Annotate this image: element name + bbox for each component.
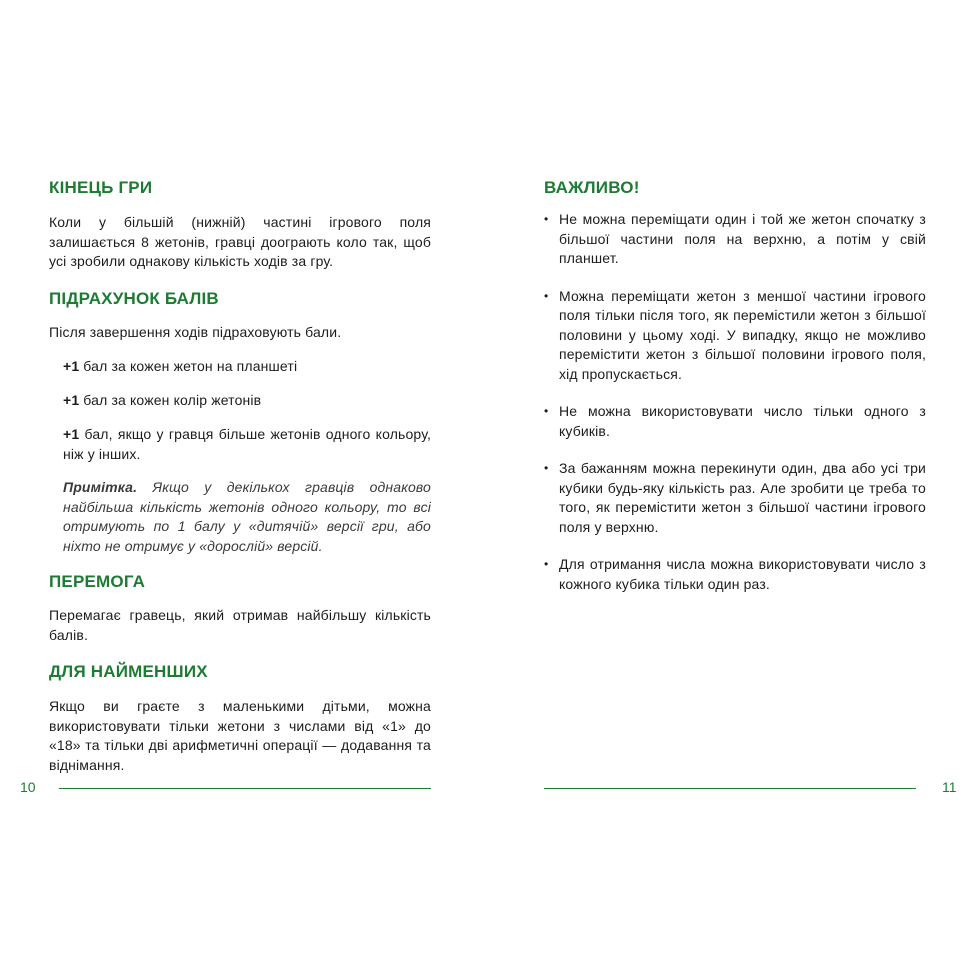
footer-rule-left xyxy=(59,788,431,789)
bullet-icon: • xyxy=(544,557,549,571)
bullet-text: Не можна переміщати один і той же жетон спочатку з більшої частини поля на верхню, а потім у свій планшет. xyxy=(559,211,926,266)
bullet-icon: • xyxy=(544,404,549,418)
score-intro: Після завершення ходів підраховують бали. xyxy=(49,324,342,340)
note-text: Якщо у декількох гравців однаково найбільша кількість жетонів одного кольору, то всі отримують по 1 балу у «дитячій» версії гри, або ніхто не отримує у «дорослій» версій. xyxy=(63,479,431,554)
list-item xyxy=(544,402,926,441)
score-item-3-text: бал, якщо у гравця більше жетонів одного кольору, ніж у інших. xyxy=(63,426,431,462)
score-item-1 xyxy=(63,357,431,377)
end-of-game-text: Коли у більшій (нижній) частині ігрового поля залишається 8 жетонів, гравці доограють коло так, щоб усі зробили однакову кількість ходів за гру. xyxy=(49,214,431,269)
bullet-icon: • xyxy=(544,212,549,226)
footer-rule-right xyxy=(544,788,916,789)
page-number-right: 11 xyxy=(942,779,957,795)
list-item xyxy=(544,555,926,594)
score-heading: ПІДРАХУНОК БАЛІВ xyxy=(49,289,219,308)
bullet-text: За бажанням можна перекинути один, два або усі три кубики будь-яку кількість раз. Але зробити це треба то того, як перемістити жетон з більшої частини ігрового поля у верхню. xyxy=(559,460,926,535)
end-of-game-heading: КІНЕЦЬ ГРИ xyxy=(49,178,153,197)
score-item-3-points: +1 xyxy=(63,426,80,442)
bullet-icon: • xyxy=(544,461,549,475)
score-item-2-text: бал за кожен колір жетонів xyxy=(79,392,262,408)
note-label: Примітка. xyxy=(63,479,138,495)
score-item-2 xyxy=(63,391,431,411)
victory-heading: ПЕРЕМОГА xyxy=(49,572,146,591)
important-list xyxy=(544,210,926,612)
list-item xyxy=(544,287,926,385)
kids-heading: ДЛЯ НАЙМЕНШИХ xyxy=(49,662,208,681)
kids-text: Якщо ви граєте з маленькими дітьми, можна використовувати тільки жетони з числами від «1» до «18» та тільки дві арифметичні операції — додавання та віднімання. xyxy=(49,698,431,773)
page-number-left: 10 xyxy=(20,779,36,795)
bullet-text: Не можна використовувати число тільки одного з кубиків. xyxy=(559,403,926,439)
note-paragraph xyxy=(63,478,431,556)
score-item-2-points: +1 xyxy=(63,392,80,408)
list-item xyxy=(544,459,926,537)
victory-text: Перемагає гравець, який отримав найбільшу кількість балів. xyxy=(49,607,431,643)
bullet-text: Для отримання числа можна використовувати число з кожного кубика тільки один раз. xyxy=(559,556,926,592)
score-item-3 xyxy=(63,425,431,464)
list-item xyxy=(544,210,926,269)
important-heading: ВАЖЛИВО! xyxy=(544,178,640,197)
score-item-1-points: +1 xyxy=(63,358,80,374)
bullet-icon: • xyxy=(544,288,549,303)
score-item-1-text: бал за кожен жетон на планшеті xyxy=(79,358,298,374)
bullet-text: Можна переміщати жетон з меншої частини ігрового поля тільки після того, як перемістили жетон з більшої половини у цьому ході. У випадку, якщо не можливо перемістити жетон з більшої половини ігрового поля, хід пропускається. xyxy=(559,287,926,382)
